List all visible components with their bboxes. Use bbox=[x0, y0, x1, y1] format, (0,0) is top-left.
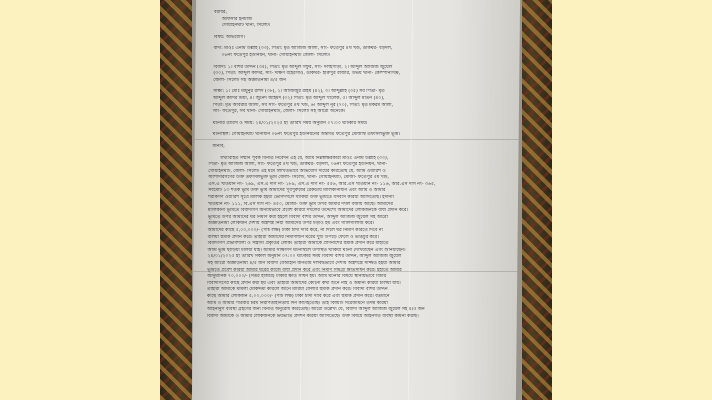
body-line: সহ আরো অজ্ঞাতনামা ৪/৫ জন বিবাদী বেআইনি জনতায় দলবদ্ধভাবে দেশীয় অস্ত্রশস্ত্রে সজ্জিত হইয়া আমার bbox=[207, 261, 401, 266]
recipient-line: বরাবর, bbox=[213, 10, 227, 15]
defendant-line: (৩০), পিতা: আব্দুল কাদির, সাং- দক্ষিণ বহেরগাঁও, ডাকঘর- হারুপুর বাজার, উভয় থানা- কোম্পানীগঞ্জ, bbox=[213, 71, 401, 77]
witness-line: সাক্ষী: ১। মোঃ মামুনুর রশিদ (৩৮), ২। আজিজুর রহিম (৪২), ৩। আব্দুল্লাহ (৩৫) সর্ব পিতা- মৃত bbox=[213, 89, 385, 95]
letter-body bbox=[207, 156, 505, 321]
body-line: সর্বমোট ১৩ শতক ভূমি উক্ত ভূমি আমাদের পূর্বপুরুষের রেকর্ডীয় মালিকানাধীন এবং আমি ও আমার bbox=[208, 188, 386, 194]
plaintiff-line: বাদী: মাওঃ এনাম উল্লাহ (৩৩), পিতা: মৃত আজিজ আলী, সাং- ফতেপুর ৪র্থ খন্ড, ডাকঘর- বড়দল, bbox=[213, 46, 393, 52]
body-line: আমাদের কাছে ৫,০০,০০০/- (পাঁচ লক্ষ) টাকা চাঁদা দাবি করে, না দিলে ঘর নির্মাণ করিতে দিবে না bbox=[207, 228, 383, 234]
incident-place: ঘটনাস্থল: গোয়াইনঘাট থানাধীন ০৬নং ফতেপুর ইউনিয়নের অন্তর্গত ফতেপুর মৌজাস্থ তফসিলভুক্ত ভূমি। bbox=[212, 132, 401, 138]
plaintiff-line: ০৬নং ফতেপুর ইউনিয়ন, থানা- গোয়াইনঘাট জেলা- সিলেট। bbox=[221, 52, 331, 58]
body-line: পিতা- মৃত আজিজ আলী, সাং- ফতেপুর ৪র্থ খন্ড, ডাকঘর- বড়দল, ০৬নং ফতেপুর ইউনিয়ন, থানা- bbox=[208, 162, 388, 168]
body-line: খতিয়ান নং- ১১১, বি.এস দাগ নং- ৪৫০, মৌজা- উক্ত ভূমি উপর আমার দখল বজায় আছে। আমাদের bbox=[207, 201, 393, 207]
defendants-block bbox=[209, 65, 505, 85]
body-line: বিবাদী আমাকে ও আমার লোকজনকে ভয়ভীতি প্রদর্শন করিয়া আসিতেছে। উক্ত বিষয়ে আইনগত ব্যবস্থা কামনা করছি। bbox=[206, 313, 419, 319]
defendant-line: বিবাদী: ১। বশির উদ্দিন (৩৫), পিতা: মৃত আব্দুল গফুর, সাং- দলইপাড়া, ২। আব্দুল আজিজ জুয়েল bbox=[213, 64, 393, 70]
subject-line: বিষয়: অভিযোগ। bbox=[213, 34, 246, 40]
body-line: অজ্ঞাতনামা লোকজন দেশীয় অস্ত্রশস্ত্র নিয়া আমাদের উপর চড়াও হয় এবং গালিগালাজ করে। bbox=[207, 221, 375, 227]
incident-time: ঘটনার তারিখ ও সময়: ২৪/০১/২০২৫ ইং তারিখ সময় অনুমান ০৭:০০ ঘটিকার সময়। bbox=[212, 120, 368, 126]
body-line: এস.এ খতিয়ান নং- ২৬৯, এস.এ দাগ নং- ১৮৯, এস.এ দাগ নং- ৫৫৬, আর.এস খতিয়ান নং- ১১৬, আর.এস দাগ নং- ৩৬৫, bbox=[208, 181, 436, 187]
body-line: মালিকানা ভূমিতে বিবাদীগণ অন্যায়ভাবে প্রবেশ করিয়া দখলের উদ্দেশ্যে আমাদের লোকজনকে বাধা প্রদান করে। bbox=[207, 208, 409, 214]
letter-text bbox=[207, 10, 506, 320]
recipient-line: গোয়াইনঘাট থানা, সিলেট। bbox=[221, 23, 271, 29]
body-line: শরীকগণ ওয়ারিশ সূত্রে মালিক হইয়া ভোগদখলে থাকিয়া উক্ত ভূমিতে বসবাস করিয়া আসিতেছি। ইদানীং bbox=[207, 195, 395, 201]
witness-line: সাং- ফতেপুর, সর্ব থানা- গোয়াইনঘাট, জেলা- সিলেট সহ আরো অনেকে। bbox=[212, 109, 346, 115]
defendant-line: জেলা- সিলেট সহ অজ্ঞাতনামা ৪/৫ জন bbox=[213, 77, 287, 83]
body-line: কাছে আমার লোকজন ৫,০০,০০০/- (পাঁচ লক্ষ) টাকা চাঁদা দাবি করে এবং হুমকি প্রদান করে। বর্তমানে bbox=[206, 293, 390, 299]
complaint-letter bbox=[192, 0, 520, 400]
recipient-line: অফিসার ইনচার্জ bbox=[221, 16, 252, 22]
body-line: আমি ভূমি ছাড়িয়া চলিয়া যাই। আমার সাক্ষীগণ ঘটনাস্থলে উপস্থিত থাকিয়া ঘটনা দেখিয়াছেন এবং শুনিয়াছেন। bbox=[207, 247, 406, 253]
body-line: ২৪/০১/২০২৫ ইং তারিখ সকাল অনুমান ০৭:০০ ঘটিকার সময় বিবাদী বশির উদ্দিন, আব্দুল আজিজ জুয়েল bbox=[207, 254, 402, 260]
body-line: তাহারা আমাকে মামলা মোকদ্দমা করিলে জানে মারিয়া ফেলার হুমকি প্রদান করে। বিবাদী বশির উদ্দিন bbox=[207, 287, 388, 293]
recipient-block bbox=[210, 10, 506, 30]
body-line: আইনানুগ ব্যবস্থা গ্রহণের জন্য বিনীত অনুরোধ করিতেছি। আরো উল্লেখ্য যে, বিবাদী আব্দুল আজিজ জুয়েল সহ ৪/৫ জন bbox=[206, 307, 425, 313]
body-line: অংশীদারগণের উক্ত তফসিলভুক্ত ভূমি জেলা- সিলেট, থানা- গোয়াইনঘাট, মৌজা- ফতেপুর ৫ম খন্ড, bbox=[208, 175, 389, 181]
witness-line: আব্দুল কাদির মিয়া, ৪। জুনেদ আহমদ (৩২) পিতা: মৃত আব্দুল খালেক, ৫। আব্দুল মতিন (৪০), bbox=[213, 95, 385, 101]
body-line: ভূমিতে উপর আমাদের ঘর নির্মাণ করা হইলে বিবাদী বশির উদ্দিন, আব্দুল আজিজ জুয়েল সহ আরো bbox=[207, 214, 388, 220]
body-line: ভূমিতে প্রবেশ করিয়া আমার ঘরের কাজে বাধা প্রদান করে এবং নির্মাণ সামগ্রী ক্ষতিসাধন করে। ইহাতে আমার bbox=[207, 267, 402, 273]
body-line: বিবাদীগণের কাছে প্রদান করা হয় এবং তাহারা আমাদের কোনো কথা শুনে নাই ও অমান্য করিয়া চলিয়া যায়। bbox=[207, 280, 401, 286]
witnesses-block bbox=[209, 89, 505, 115]
body-line: আমি ও আমার পরিবার চরম নিরাপত্তাহীনতায় দিন কাটাইতেছি। তাই বিষয়টি সরেজমিনে তদন্ত করিয়া bbox=[206, 300, 388, 306]
salutation: জনাব, bbox=[212, 143, 225, 149]
body-line: যথাবিহিত সম্মান পূর্বক বিনীত নিবেদন এই যে, আমি নিম্নস্বাক্ষরকারী মাওঃ এনাম উল্লাহ (৩৩), bbox=[220, 155, 389, 161]
body-line: আনুমানিক ৭০,০০০/- (সত্তর হাজার) টাকার ক্ষতি সাধন হয়। আমি ঘটনার বিষয়ে স্থানীয়ভাবে বিচার bbox=[207, 274, 387, 280]
body-line: বিবাদীগণ প্রভাবশালী ও সন্ত্রাসী প্রকৃতির লোক। তাহারা আমাকে প্রাণনাশের হুমকি প্রদান করে যাহাতে bbox=[207, 241, 389, 247]
body-line: বলিয়া হুমকি প্রদান করে। তাহারা আমাদের নির্মাণাধীন ঘরের খুঁটি উপড়ে ফেলে ও ভাঙচুর করে। bbox=[207, 234, 379, 240]
plaintiff-block bbox=[209, 46, 505, 59]
witness-line: পিতা: মৃত আবরার আলী, সর্ব সাং- ফতেপুর ৪র্থ খন্ড, ৬। আব্দুল নূর (৭০), পিতা: মৃত মকরম আলী, bbox=[212, 102, 394, 108]
body-line: গোয়াইনঘাট, জেলা- সিলেট এই মর্মে লিখিতভাবে অভিযোগ দায়ের করিতেছি যে, আমি ওয়ারিশ ও bbox=[208, 168, 386, 174]
